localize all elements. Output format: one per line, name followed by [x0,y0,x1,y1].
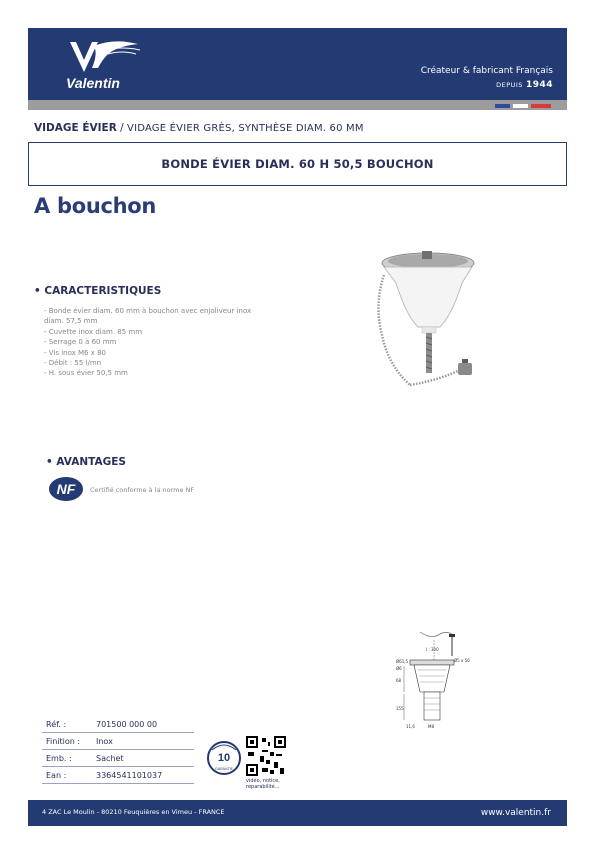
nf-logo-icon [48,476,84,502]
feature-item: diam. 57,5 mm [44,317,98,326]
table-row [42,767,194,784]
characteristics-title: • CARACTERISTIQUES [34,285,162,297]
flag-red [531,104,551,108]
nf-certification-text: Certifié conforme à la norme NF [90,486,195,494]
breadcrumb-subcategory[interactable]: VIDAGE ÉVIER GRÈS, SYNTHÈSE DIAM. 60 MM [127,123,364,134]
page-heading: A bouchon [34,194,157,218]
gray-stripe [28,100,567,110]
characteristics-list [44,306,284,379]
ean-key: Ean : [42,767,92,784]
svg-text:M8: M8 [428,724,434,729]
svg-text:Ø6: Ø6 [396,666,402,671]
reference-table [42,716,194,784]
finish-value: Inox [92,733,194,750]
footer-address: 4 ZAC Le Moulin - 80210 Feuquières en Vimeu - FRANCE [42,808,225,816]
feature-item: - Vis inox M6 x 80 [44,348,107,357]
feature-item: - Serrage 0 à 60 mm [44,338,117,347]
header-band [28,28,567,100]
packaging-key: Emb. : [42,750,92,767]
dimension-drawing [392,630,492,740]
qr-caption: vidéo, notice, reparabilité... [246,778,280,790]
breadcrumb [34,122,364,134]
packaging-value: Sachet [92,750,194,767]
svg-text:11,6: 11,6 [406,724,415,729]
ref-value: 701500 000 00 [92,716,194,733]
svg-text:10: 10 [217,752,231,764]
flag-white [513,104,528,108]
svg-text:Ø5 x 50: Ø5 x 50 [454,658,470,663]
svg-text:Ø61,5: Ø61,5 [396,659,409,664]
feature-item: - Bonde évier diam. 60 mm à bouchon avec enjoliveur inox [44,307,252,315]
feature-item: - Débit : 55 l/mn [44,359,102,368]
valentin-logo [48,36,158,96]
svg-text:68: 68 [396,678,402,683]
since-label [496,80,553,90]
ref-key: Réf. : [42,716,92,733]
svg-text:Valentin: Valentin [66,75,120,91]
table-row [42,716,194,733]
svg-text:l : 300: l : 300 [426,647,439,652]
tagline: Créateur & fabricant Français [420,66,553,76]
footer-website-link[interactable]: www.valentin.fr [480,808,551,818]
guarantee-badge-icon [206,740,242,776]
ean-value: 3364541101037 [92,767,194,784]
table-row [42,750,194,767]
table-row [42,733,194,750]
since-word: DEPUIS [496,81,523,89]
flag-blue [495,104,510,108]
product-title-box [28,142,567,186]
svg-text:GARANTIE: GARANTIE [215,767,233,771]
advantages-title: • AVANTAGES [46,456,126,468]
svg-text:NF: NF [56,481,76,497]
footer-band [28,800,567,826]
since-year: 1944 [525,80,553,90]
breadcrumb-separator: / [120,122,124,134]
svg-text:155: 155 [396,706,404,711]
feature-item: - H. sous évier 50,5 mm [44,369,128,378]
feature-item: - Cuvette inox diam. 85 mm [44,327,143,336]
finish-key: Finition : [42,733,92,750]
product-title: BONDE ÉVIER DIAM. 60 H 50,5 BOUCHON [161,157,434,171]
breadcrumb-category[interactable]: VIDAGE ÉVIER [34,122,117,134]
qr-code-icon[interactable] [246,736,286,776]
product-image [370,245,490,395]
